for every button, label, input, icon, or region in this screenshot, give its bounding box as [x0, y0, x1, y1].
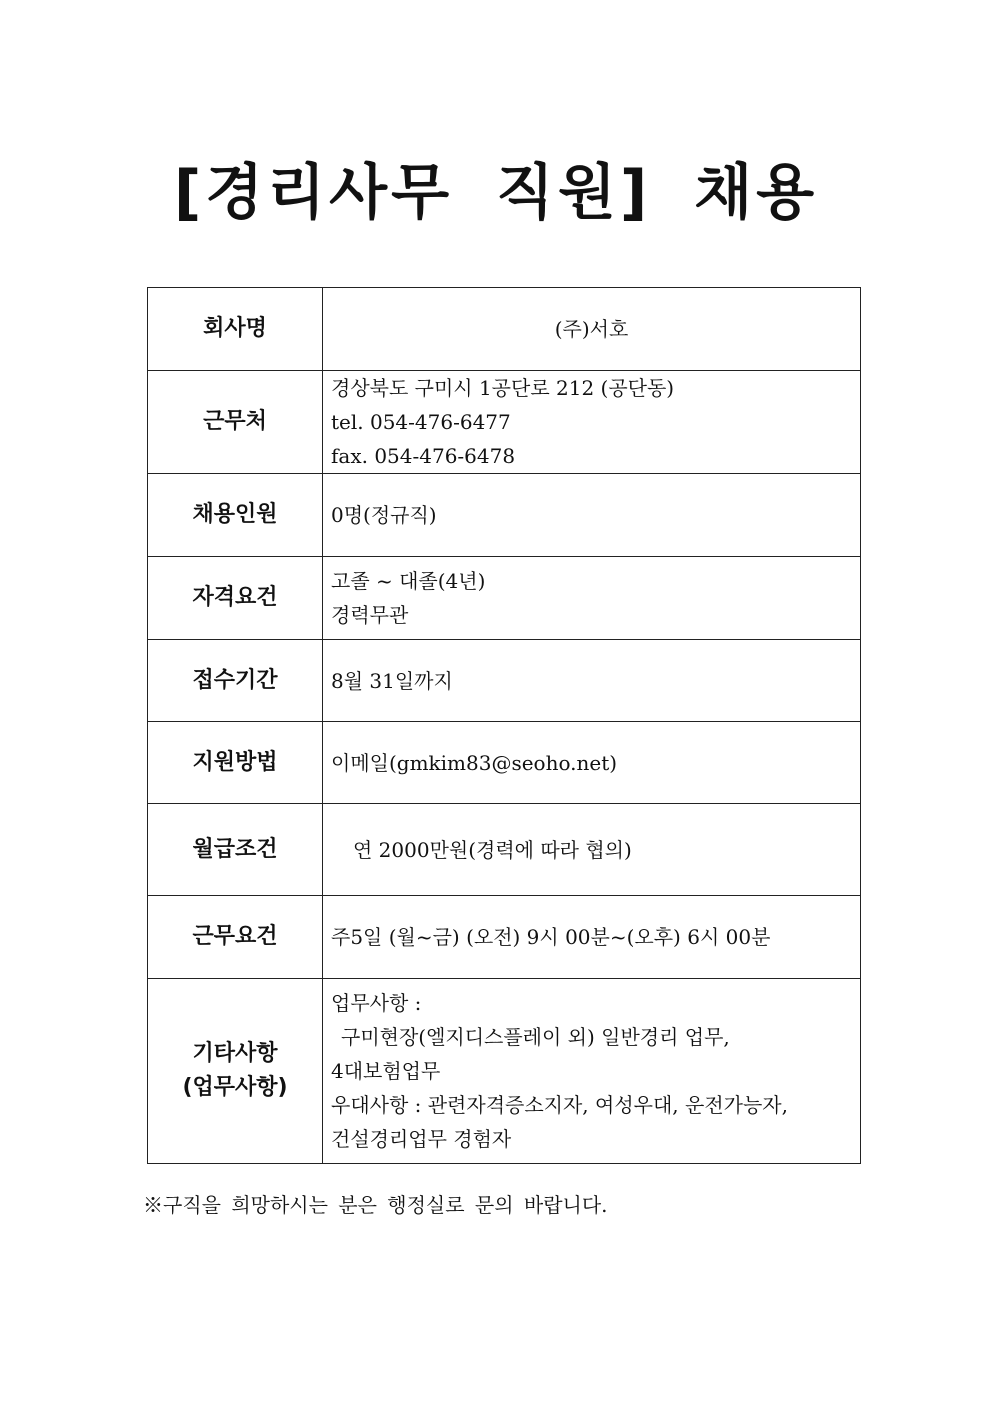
table-row-etc [148, 979, 861, 1164]
salary-text: 연 2000만원(경력에 따라 협의) [353, 837, 632, 862]
etc-label-line2: (업무사항) [182, 1075, 288, 1100]
qualification-experience: 경력무관 [331, 603, 409, 627]
qualification-label: 자격요건 [148, 557, 323, 640]
headcount-value: 0명(정규직) [323, 474, 861, 557]
method-label: 지원방법 [148, 722, 323, 804]
salary-label: 월급조건 [148, 804, 323, 896]
etc-duties-insurance: 4대보험업무 [331, 1059, 441, 1083]
page-title: [경리사무 직원] 채용 [173, 158, 819, 228]
company-value: (주)서호 [323, 288, 861, 371]
workplace-tel: tel. 054-476-6477 [331, 410, 511, 434]
hours-label: 근무요건 [148, 896, 323, 979]
headcount-label: 채용인원 [148, 474, 323, 557]
etc-label-line1: 기타사항 [192, 1041, 278, 1066]
table-row-qualification [148, 557, 861, 640]
hours-value: 주5일 (월~금) (오전) 9시 00분~(오후) 6시 00분 [323, 896, 861, 979]
table-row-method [148, 722, 861, 804]
company-label: 회사명 [148, 288, 323, 371]
footnote-text: ※구직을 희망하시는 분은 행정실로 문의 바랍니다. [143, 1193, 608, 1217]
workplace-label: 근무처 [148, 371, 323, 474]
table-row-workplace [148, 371, 861, 474]
job-info-table [147, 287, 861, 1164]
table-row-salary [148, 804, 861, 896]
qualification-education: 고졸 ~ 대졸(4년) [331, 569, 486, 593]
method-value: 이메일(gmkim83@seoho.net) [323, 722, 861, 804]
qualification-value [323, 557, 861, 640]
etc-duties-heading: 업무사항 : [331, 991, 422, 1015]
etc-preference: 우대사항 : 관련자격증소지자, 여성우대, 운전가능자, [331, 1093, 788, 1117]
period-value: 8월 31일까지 [323, 640, 861, 722]
table-row-hours [148, 896, 861, 979]
period-label: 접수기간 [148, 640, 323, 722]
workplace-fax: fax. 054-476-6478 [331, 444, 516, 468]
etc-value [323, 979, 861, 1164]
workplace-address: 경상북도 구미시 1공단로 212 (공단동) [331, 376, 675, 400]
etc-preference-cont: 건설경리업무 경험자 [331, 1127, 512, 1151]
etc-label [148, 979, 323, 1164]
etc-duties-detail: 구미현장(엘지디스플레이 외) 일반경리 업무, [341, 1025, 730, 1049]
table-row-headcount [148, 474, 861, 557]
table-row-period [148, 640, 861, 722]
salary-value [323, 804, 861, 896]
table-row-company [148, 288, 861, 371]
workplace-value [323, 371, 861, 474]
